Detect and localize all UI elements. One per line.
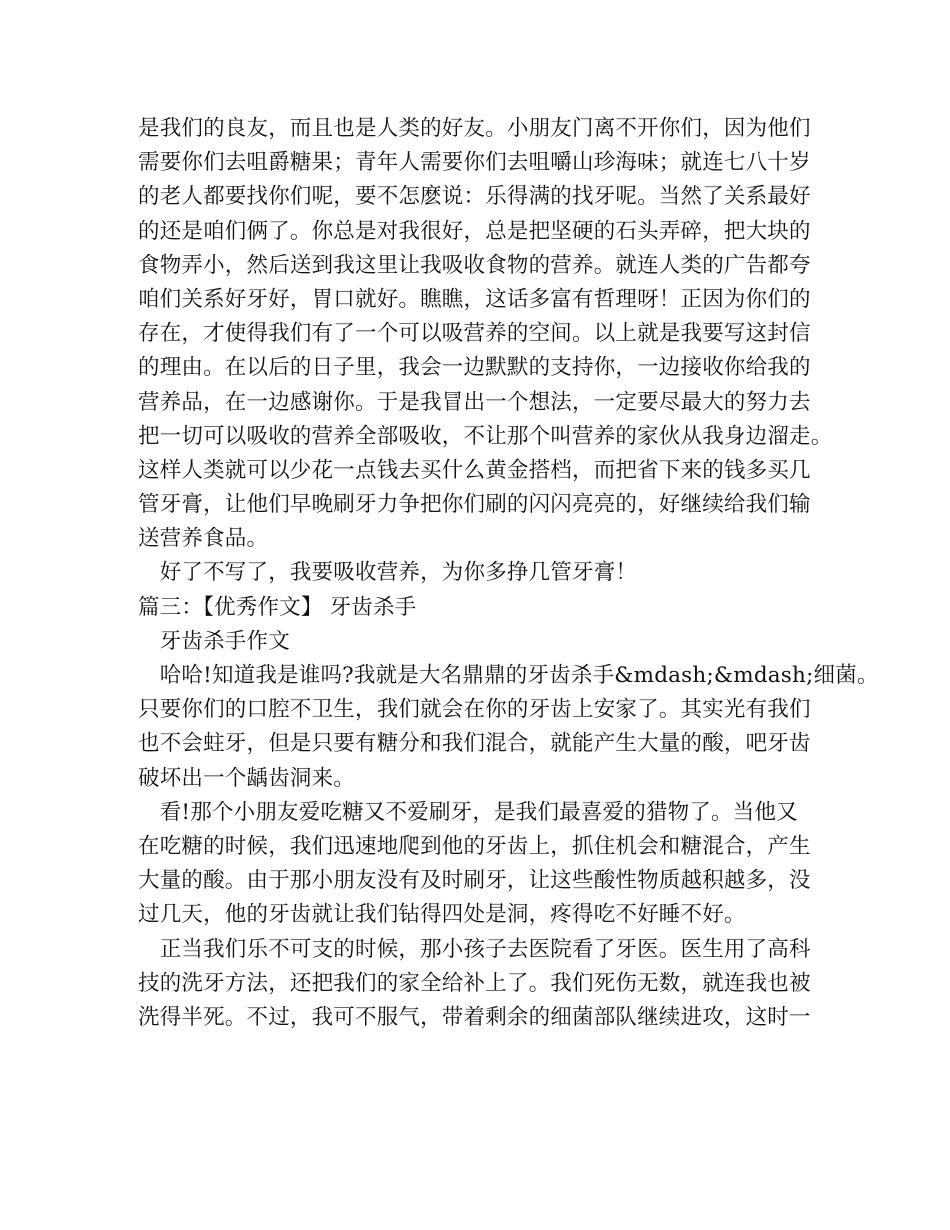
text-line: 也不会蛀牙，但是只要有糖分和我们混合，就能产生大量的酸，吧牙齿 [138, 731, 811, 757]
text-line: 正当我们乐不可支的时候，那小孩子去医院看了牙医。医生用了高科 [138, 936, 811, 962]
text-line: 过几天，他的牙齿就让我们钻得四处是洞，疼得吃不好睡不好。 [138, 902, 746, 928]
essay-title: 牙齿杀手作文 [138, 628, 290, 654]
text-line: 哈哈!知道我是谁吗?我就是大名鼎鼎的牙齿杀手&mdash;&mdash;细菌。 [138, 663, 879, 688]
text-line: 只要你们的口腔不卫生，我们就会在你的牙齿上安家了。其实光有我们 [138, 697, 811, 723]
text-line: 是我们的良友，而且也是人类的好友。小朋友门离不开你们，因为他们 [138, 116, 811, 141]
text-line: 存在，才使得我们有了一个可以吸营养的空间。以上就是我要写这封信 [138, 321, 811, 347]
text-line: 的还是咱们俩了。你总是对我很好，总是把坚硬的石头弄碎，把大块的 [138, 218, 811, 244]
text-line: 看!那个小朋友爱吃糖又不爱刷牙，是我们最喜爱的猎物了。当他又 [138, 799, 798, 825]
text-line: 好了不写了，我要吸收营养，为你多挣几管牙膏！ [138, 560, 638, 586]
text-line: 大量的酸。由于那小朋友没有及时刷牙，让这些酸性物质越积越多，没 [138, 868, 811, 894]
text-line: 的理由。在以后的日子里，我会一边默默的支持你，一边接收你给我的 [138, 355, 811, 381]
text-line: 食物弄小，然后送到我这里让我吸收食物的营养。就连人类的广告都夸 [138, 252, 811, 278]
document-body [138, 112, 879, 1035]
text-line: 技的洗牙方法，还把我们的家全给补上了。我们死伤无数，就连我也被 [138, 970, 811, 996]
text-line: 咱们关系好牙好，胃口就好。瞧瞧，这话多富有哲理呀！正因为你们的 [138, 286, 811, 312]
text-line: 洗得半死。不过，我可不服气，带着剩余的细菌部队继续进攻，这时一 [138, 1004, 811, 1030]
text-line: 这样人类就可以少花一点钱去买什么黄金搭档，而把省下来的钱多买几 [138, 457, 811, 483]
text-line: 营养品，在一边感谢你。于是我冒出一个想法，一定要尽最大的努力去 [138, 389, 811, 415]
section-heading: 篇三：【优秀作文】 牙齿杀手 [138, 594, 417, 620]
text-line: 在吃糖的时候，我们迅速地爬到他的牙齿上，抓住机会和糖混合，产生 [138, 833, 811, 859]
text-line: 把一切可以吸收的营养全部吸收，不让那个叫营养的家伙从我身边溜走。 [138, 423, 833, 449]
text-line: 的老人都要找你们呢，要不怎麽说：乐得满的找牙呢。当然了关系最好 [138, 184, 811, 210]
text-line: 管牙膏，让他们早晚刷牙力争把你们刷的闪闪亮亮的，好继续给我们输 [138, 492, 811, 518]
text-line: 破坏出一个龋齿洞来。 [138, 765, 356, 791]
text-line: 送营养食品。 [138, 526, 269, 552]
text-line: 需要你们去咀爵糖果；青年人需要你们去咀嚼山珍海味；就连七八十岁 [138, 150, 811, 176]
